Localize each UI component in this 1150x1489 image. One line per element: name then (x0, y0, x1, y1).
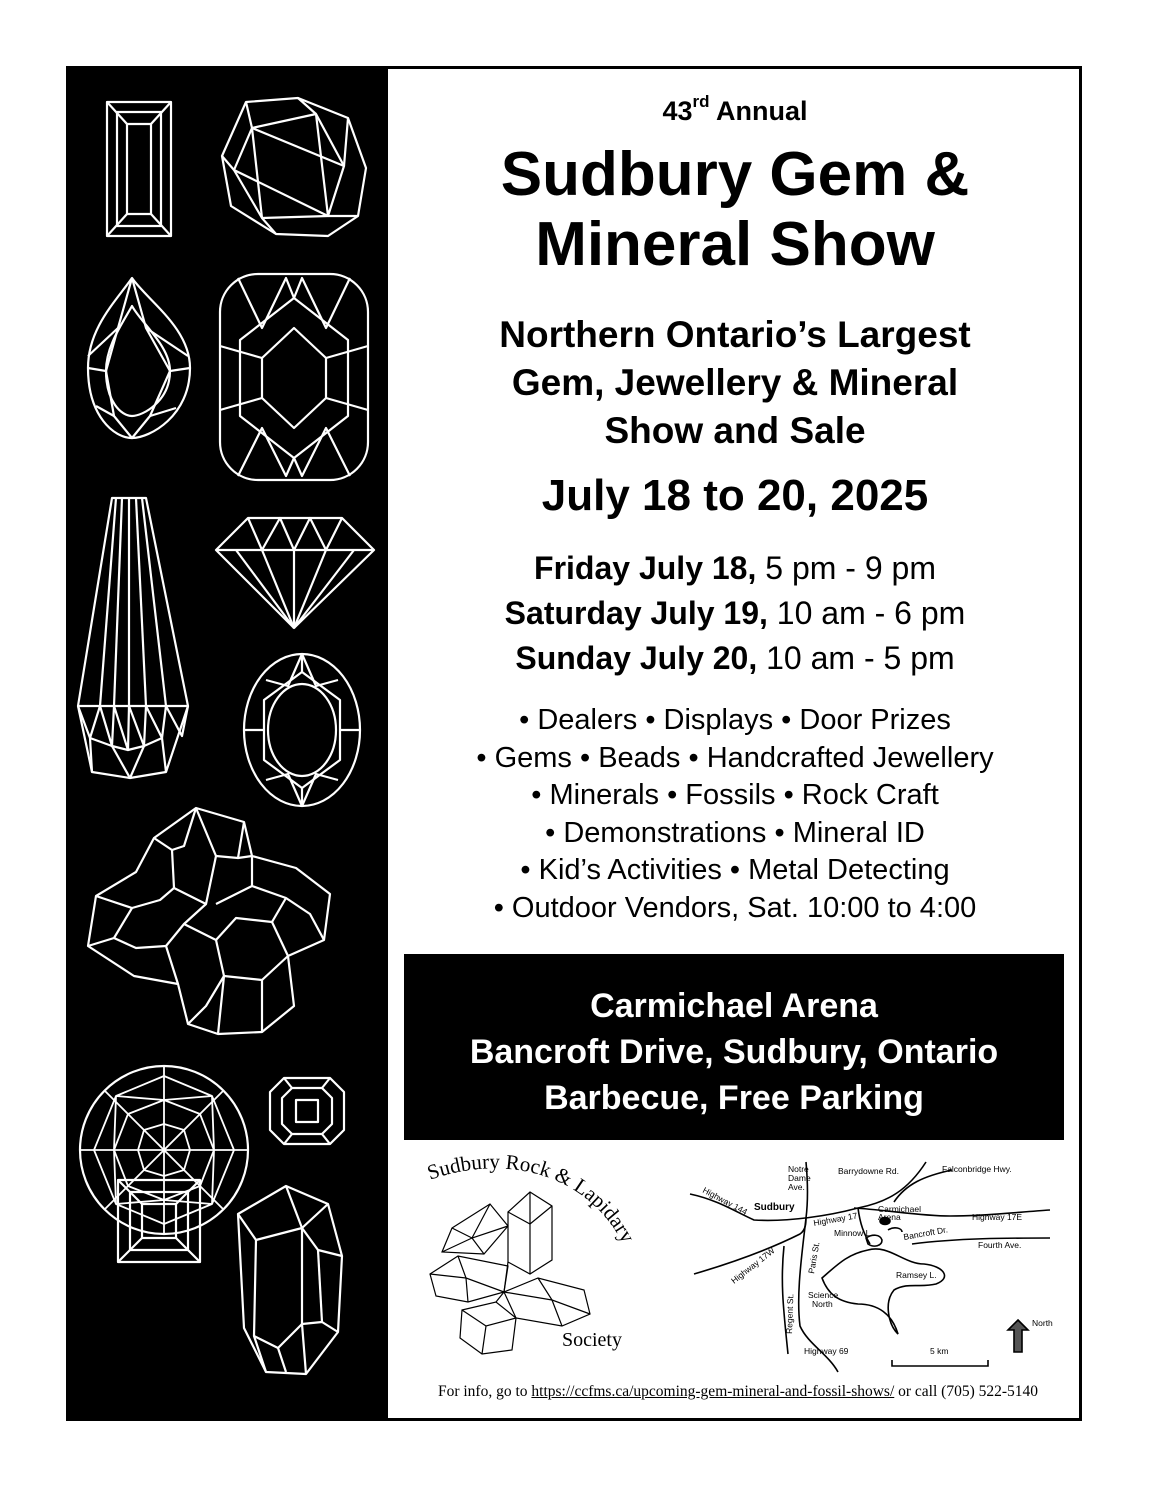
poster-content (388, 66, 1082, 1421)
annual-edition (388, 92, 1082, 127)
map-label: Ramsey L. (896, 1270, 937, 1280)
hours-row-sunday (388, 636, 1082, 681)
map-label: Notre (788, 1164, 809, 1174)
footer-suffix: or call (705) 522-5140 (894, 1383, 1039, 1400)
map-label: North (812, 1299, 833, 1309)
map-label: 5 km (930, 1346, 949, 1356)
list-item: • Demonstrations • Mineral ID (545, 816, 925, 849)
hours-day: Sunday July 20, (515, 640, 758, 676)
venue-box (404, 954, 1064, 1140)
info-link[interactable]: https://ccfms.ca/upcoming-gem-mineral-and-fossil-shows/ (531, 1383, 895, 1400)
map-label: Fourth Ave. (978, 1240, 1022, 1250)
map-label: Sudbury (754, 1202, 795, 1213)
annual-suffix: rd (692, 92, 710, 111)
footer-prefix: For info, go to (437, 1383, 532, 1400)
hours-list (388, 546, 1082, 681)
map-label: Highway 17E (972, 1212, 1023, 1222)
subtitle-line-1: Northern Ontario’s Largest (499, 314, 971, 355)
list-item: • Dealers • Displays • Door Prizes (519, 704, 951, 736)
title-line-2: Mineral Show (535, 210, 935, 279)
map-label: North (1032, 1318, 1053, 1328)
map-label: Highway 144 (701, 1184, 750, 1217)
club-logo (412, 1152, 662, 1362)
annual-number: 43 (662, 96, 693, 126)
hours-time: 5 pm - 9 pm (756, 550, 936, 586)
hours-time: 10 am - 5 pm (757, 640, 955, 676)
map-label: Carmichael (878, 1204, 921, 1214)
hours-day: Saturday July 19, (504, 595, 768, 631)
annual-word: Annual (716, 96, 808, 126)
map-label: Ave. (788, 1182, 805, 1192)
hours-day: Friday July 18, (534, 550, 757, 586)
map-label: Bancroft Dr. (902, 1224, 949, 1242)
list-item: • Kid’s Activities • Metal Detecting (520, 854, 950, 886)
map-label: Arena (878, 1212, 901, 1222)
list-item: • Outdoor Vendors, Sat. 10:00 to 4:00 (493, 891, 977, 924)
features-list (388, 702, 1082, 927)
event-dates: July 18 to 20, 2025 (541, 471, 929, 520)
map-label: Falconbridge Hwy. (942, 1164, 1012, 1174)
north-arrow-icon (1008, 1320, 1028, 1352)
scale-bar-icon (892, 1360, 988, 1366)
subtitle-line-3: Show and Sale (604, 410, 866, 451)
venue-amenities: Barbecue, Free Parking (544, 1079, 924, 1117)
map-label: Science (808, 1290, 839, 1300)
hours-row-friday (388, 546, 1082, 591)
hours-row-saturday (388, 591, 1082, 636)
subtitle (388, 311, 1082, 455)
list-item: • Gems • Beads • Handcrafted Jewellery (476, 741, 994, 774)
map-label: Paris St. (806, 1240, 822, 1275)
map-label: Highway 17 (812, 1210, 859, 1228)
venue-name: Carmichael Arena (590, 987, 878, 1025)
logo-arc-text: Sudbury Rock & Lapidary (424, 1152, 640, 1247)
location-map (688, 1154, 1068, 1374)
logo-society-text: Society (562, 1329, 622, 1351)
map-label: Barrydowne Rd. (838, 1166, 899, 1176)
venue-address: Bancroft Drive, Sudbury, Ontario (469, 1033, 999, 1071)
map-label: Highway 69 (804, 1346, 849, 1356)
map-label: Dame (788, 1173, 811, 1183)
map-label: Highway 17W (729, 1245, 777, 1286)
title-line-1: Sudbury Gem & (500, 140, 970, 209)
map-label: Minnow L. (834, 1228, 873, 1238)
hours-time: 10 am - 6 pm (767, 595, 966, 631)
map-label: Regent St. (784, 1293, 796, 1335)
subtitle-line-2: Gem, Jewellery & Mineral (511, 362, 959, 403)
page-title (388, 140, 1082, 280)
list-item: • Minerals • Fossils • Rock Craft (531, 779, 939, 811)
footer-info (408, 1383, 1068, 1401)
svg-text:Sudbury Rock & Lapidary (424, 1152, 640, 1247)
